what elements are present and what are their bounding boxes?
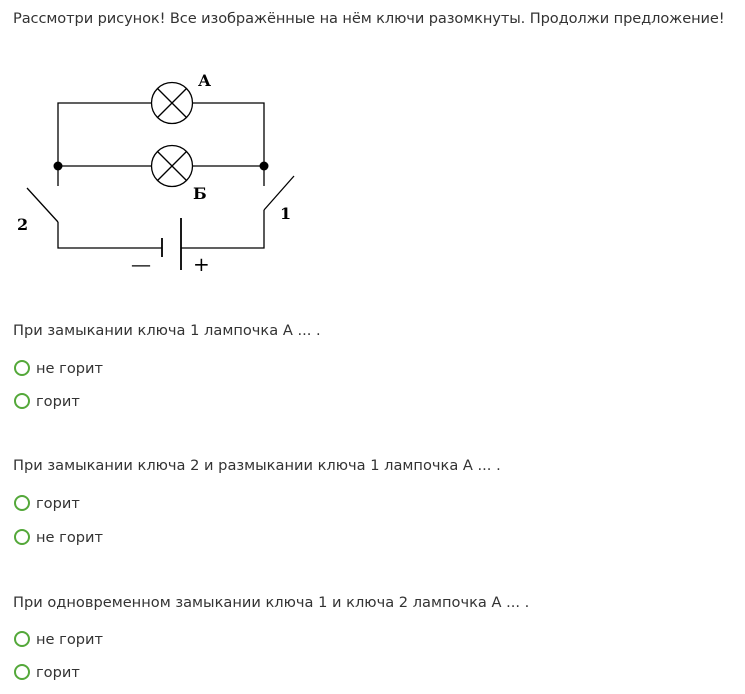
wire-top-right — [193, 103, 264, 166]
switch-1-label: 1 — [280, 204, 292, 223]
question-1-option-2[interactable] — [14, 390, 80, 412]
lamp-b-label: Б — [193, 184, 207, 203]
wire-bottom-left — [58, 222, 162, 248]
radio-button[interactable] — [14, 631, 30, 647]
junction-right — [260, 162, 269, 171]
lamp-a-label: А — [198, 71, 212, 90]
question-2-option-2[interactable] — [14, 526, 103, 548]
radio-button[interactable] — [14, 393, 30, 409]
wire-top-left — [58, 103, 151, 166]
plus-label: + — [193, 252, 210, 275]
radio-button[interactable] — [14, 529, 30, 545]
lamp-a-icon — [152, 83, 193, 124]
switch-2-label: 2 — [17, 215, 29, 234]
question-1-option-1[interactable] — [14, 357, 103, 379]
wire-bottom-right — [181, 210, 264, 248]
question-2-text: При замыкании ключа 2 и размыкании ключа 1 лампочка А ... . — [13, 457, 501, 474]
question-3-option-2[interactable] — [14, 661, 80, 683]
circuit-diagram — [0, 60, 310, 275]
radio-button[interactable] — [14, 360, 30, 376]
option-label: горит — [36, 663, 80, 681]
option-label: не горит — [36, 528, 104, 546]
question-3-option-1[interactable] — [14, 628, 103, 650]
radio-button[interactable] — [14, 664, 30, 680]
minus-label: — — [131, 252, 151, 275]
battery-icon — [162, 218, 181, 270]
option-label: горит — [36, 494, 80, 512]
question-1-text: При замыкании ключа 1 лампочка А ... . — [13, 322, 321, 339]
option-label: не горит — [36, 359, 104, 377]
question-2-option-1[interactable] — [14, 492, 80, 514]
option-label: горит — [36, 392, 80, 410]
task-instruction: Рассмотри рисунок! Все изображённые на нём ключи разомкнуты. Продолжи предложение! — [13, 10, 725, 27]
junction-left — [54, 162, 63, 171]
radio-button[interactable] — [14, 495, 30, 511]
question-3-text: При одновременном замыкании ключа 1 и ключа 2 лампочка А ... . — [13, 594, 530, 611]
option-label: не горит — [36, 630, 104, 648]
lamp-b-icon — [152, 146, 193, 187]
switch-2-icon — [27, 188, 58, 222]
